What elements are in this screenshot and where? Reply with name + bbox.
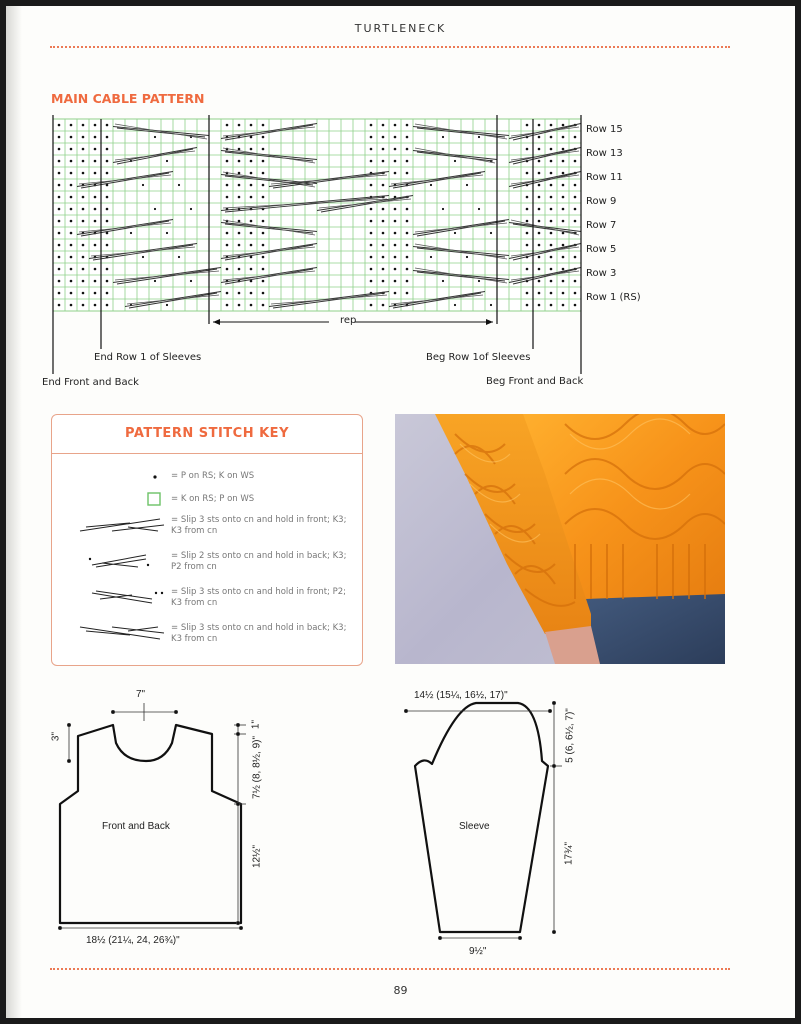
key-item-text: = Slip 3 sts onto cn and hold in front; P2; K3 from cn [171,587,347,608]
end-row1-sleeves-label: End Row 1 of Sleeves [94,352,202,363]
sleeve-top-width-label: 14½ (15¼, 16½, 17)" [414,690,508,701]
sleeve-outline [415,703,548,932]
row-label: Row 9 [586,196,617,207]
key-item-text: = Slip 2 sts onto cn and hold in back; K3; P2 from cn [171,551,347,572]
side-length-label: 12½" [251,845,263,869]
sleeve-cuff-dimension [438,936,521,939]
sleeve-length-dimension [550,701,562,933]
row-label: Row 3 [586,268,617,279]
shoulder-drop-label: 1" [250,719,262,730]
front-back-piece-label: Front and Back [102,821,170,832]
row-label: Row 15 [586,124,623,135]
beg-row1-sleeves-label: Beg Row 1of Sleeves [426,352,531,363]
neck-depth-label: 3" [50,731,62,742]
stitch-key-title: PATTERN STITCH KEY [52,415,362,454]
sleeve-length-label: 17¾" [563,842,575,866]
row-label: Row 1 (RS) [586,292,641,303]
page-number: 89 [393,984,408,997]
neck-width-label: 7" [136,689,146,700]
row-label: Row 7 [586,220,617,231]
book-page [6,6,795,1018]
sleeve-cuff-label: 9½" [469,946,487,957]
row-label: Row 13 [586,148,623,159]
row-label: Row 11 [586,172,623,183]
neck-width-dimension [111,703,177,721]
schematics [6,6,795,1018]
beg-front-back-label: Beg Front and Back [486,376,584,387]
sleeve-cap-height-label: 5 (6, 6½, 7)" [564,708,576,763]
key-item-text: = P on RS; K on WS [171,471,255,481]
row-label: Row 5 [586,244,617,255]
front-back-width-label: 18½ (21¼, 24, 26¾)" [86,935,180,946]
end-front-back-label: End Front and Back [42,377,139,388]
rep-label: rep [340,315,357,326]
front-back-width-dimension [58,926,242,929]
page-header: TURTLENECK [354,22,447,35]
footer-divider [50,968,730,970]
key-item-text: = Slip 3 sts onto cn and hold in back; K3; K3 from cn [171,623,347,644]
section-title: MAIN CABLE PATTERN [51,91,205,106]
neck-depth-dimension [67,723,70,762]
sleeve-piece-label: Sleeve [459,821,490,832]
key-item-text: = Slip 3 sts onto cn and hold in front; K3; K3 from cn [171,515,347,536]
armhole-depth-label: 7½ (8, 8½, 9)" [251,735,263,800]
key-item-text: = K on RS; P on WS [171,494,255,504]
